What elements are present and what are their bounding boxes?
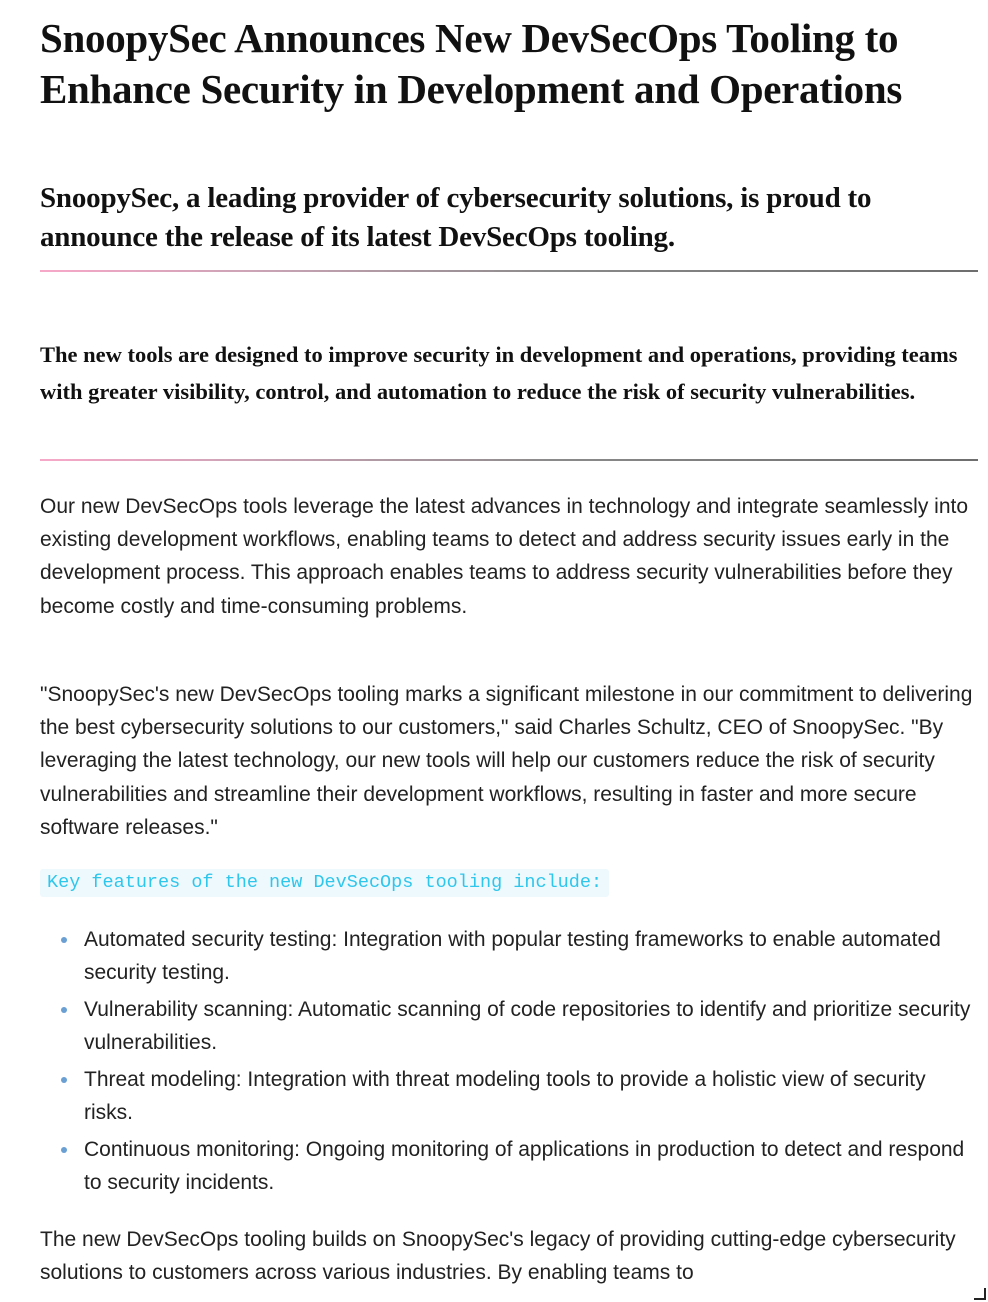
article <box>40 0 978 1285</box>
quote-paragraph: "SnoopySec's new DevSecOps tooling marks a significant milestone in our commitment to delivering the best cybersecurity solutions to our customers," said Charles Schultz, CEO of SnoopySec. "By leveraging the latest technology, our new tools will help our customers reduce the risk of security vulnerabilities and streamline their development workflows, resulting in faster and more secure software releases." <box>40 683 973 839</box>
article-title: SnoopySec Announces New DevSecOps Tooling to Enhance Security in Development and Operations <box>40 15 903 112</box>
bullet-icon <box>61 1007 67 1013</box>
list-item-text: Continuous monitoring: Ongoing monitoring of applications in production to detect and respond to security incidents. <box>84 1137 965 1194</box>
features-list <box>40 923 975 1203</box>
article-subtitle: SnoopySec, a leading provider of cybersecurity solutions, is proud to announce the release of its latest DevSecOps tooling. <box>40 182 872 253</box>
list-item <box>40 1133 975 1199</box>
bullet-icon <box>61 937 67 943</box>
divider <box>40 270 978 272</box>
resize-handle-icon[interactable] <box>974 1288 986 1300</box>
list-item <box>40 1063 975 1129</box>
divider <box>40 459 978 461</box>
list-item-text: Threat modeling: Integration with threat modeling tools to provide a holistic view of security risks. <box>84 1067 926 1125</box>
paragraph: Our new DevSecOps tools leverage the latest advances in technology and integrate seamlessly into existing development workflows, enabling teams to detect and address security issues early in the development process. This approach enables teams to address security vulnerabilities before they become costly and time-consuming problems. <box>40 495 969 618</box>
bullet-icon <box>61 1147 67 1153</box>
list-item-text: Automated security testing: Integration with popular testing frameworks to enable automated security testing. <box>84 928 941 985</box>
features-code-label: Key features of the new DevSecOps tooling include: <box>40 869 609 897</box>
list-item-text: Vulnerability scanning: Automatic scanning of code repositories to identify and prioritize security vulnerabilities. <box>84 997 971 1055</box>
article-lede: The new tools are designed to improve security in development and operations, providing teams with greater visibility, control, and automation to reduce the risk of security vulnerabilities. <box>40 342 958 404</box>
paragraph: The new DevSecOps tooling builds on SnoopySec's legacy of providing cutting-edge cybersecurity solutions to customers across various industries. By enabling teams to <box>40 1228 956 1285</box>
list-item <box>40 993 975 1059</box>
list-item <box>40 923 975 989</box>
bullet-icon <box>61 1077 67 1083</box>
